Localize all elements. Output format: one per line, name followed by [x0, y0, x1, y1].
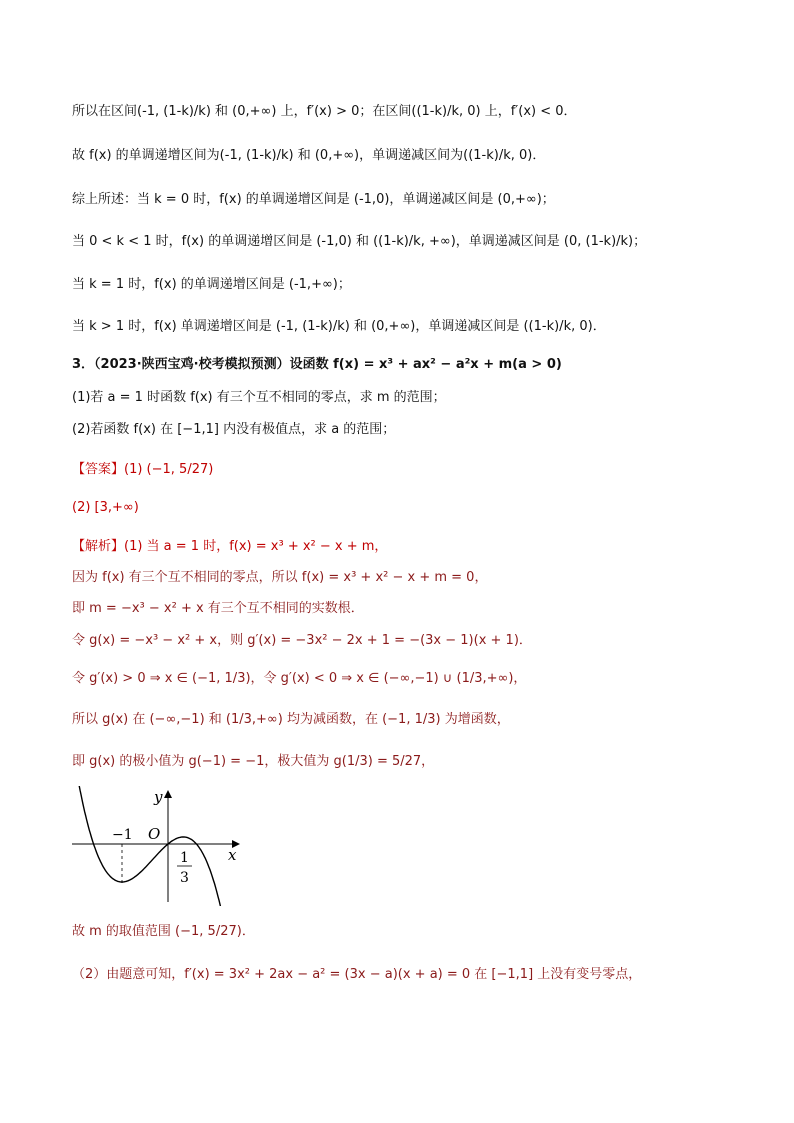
text-line: (1)若 a = 1 时函数 f(x) 有三个互不相同的零点，求 m 的范围；	[72, 390, 446, 405]
origin-label: O	[148, 825, 161, 843]
text-line: 因为 f(x) 有三个互不相同的零点，所以 f(x) = x³ + x² − x + m = 0，	[72, 570, 488, 585]
third-denominator: 3	[180, 870, 189, 886]
text-line: 故 m 的取值范围 (−1, 5/27)．	[72, 924, 255, 939]
cubic-curve	[78, 786, 222, 906]
text-line: 所以在区间(-1, (1-k)/k) 和 (0,+∞) 上，f′(x) > 0；在区间((1-k)/k, 0) 上，f′(x) < 0．	[72, 104, 577, 119]
text-line: 当 k = 1 时，f(x) 的单调递增区间是 (-1,+∞)；	[72, 277, 351, 292]
text-line: 即 m = −x³ − x² + x 有三个互不相同的实数根．	[72, 601, 364, 616]
text-line: (2)若函数 f(x) 在 [−1,1] 内没有极值点，求 a 的范围；	[72, 422, 396, 437]
text-line: 【答案】(1) (−1, 5/27)	[72, 462, 214, 477]
text-line: 所以 g(x) 在 (−∞,−1) 和 (1/3,+∞) 均为减函数，在 (−1, 1/3) 为增函数，	[72, 712, 510, 727]
text-line: 当 0 < k < 1 时，f(x) 的单调递增区间是 (-1,0) 和 ((1-k)/k, +∞)，单调递减区间是 (0, (1-k)/k)；	[72, 234, 647, 249]
text-line: （2）由题意可知，f′(x) = 3x² + 2ax − a² = (3x − a)(x + a) = 0 在 [−1,1] 上没有变号零点，	[72, 967, 642, 982]
y-axis-label: y	[154, 788, 163, 806]
text-line: 即 g(x) 的极小值为 g(−1) = −1，极大值为 g(1/3) = 5/27，	[72, 754, 435, 769]
text-line: 【解析】(1) 当 a = 1 时，f(x) = x³ + x² − x + m，	[72, 539, 388, 554]
text-line: 令 g′(x) > 0 ⇒ x ∈ (−1, 1/3)，令 g′(x) < 0 ⇒ x ∈ (−∞,−1) ∪ (1/3,+∞)，	[72, 671, 527, 686]
text-line: 故 f(x) 的单调递增区间为(-1, (1-k)/k) 和 (0,+∞)，单调递减区间为((1-k)/k, 0)．	[72, 148, 546, 163]
function-graph	[70, 786, 250, 906]
y-axis-arrow	[164, 790, 172, 798]
text-line: 综上所述：当 k = 0 时，f(x) 的单调递增区间是 (-1,0)，单调递减区间是 (0,+∞)；	[72, 192, 555, 207]
text-line: (2) [3,+∞)	[72, 500, 139, 515]
text-line: 3．（2023·陕西宝鸡·校考模拟预测）设函数 f(x) = x³ + ax² − a²x + m(a > 0)	[72, 357, 562, 372]
text-line: 令 g(x) = −x³ − x² + x，则 g′(x) = −3x² − 2x + 1 = −(3x − 1)(x + 1)．	[72, 633, 532, 648]
neg-one-label: −1	[112, 827, 133, 843]
third-numerator: 1	[180, 850, 189, 866]
x-axis-label: x	[228, 846, 237, 864]
text-line: 当 k > 1 时，f(x) 单调递增区间是 (-1, (1-k)/k) 和 (0,+∞)，单调递减区间是 ((1-k)/k, 0)．	[72, 319, 606, 334]
